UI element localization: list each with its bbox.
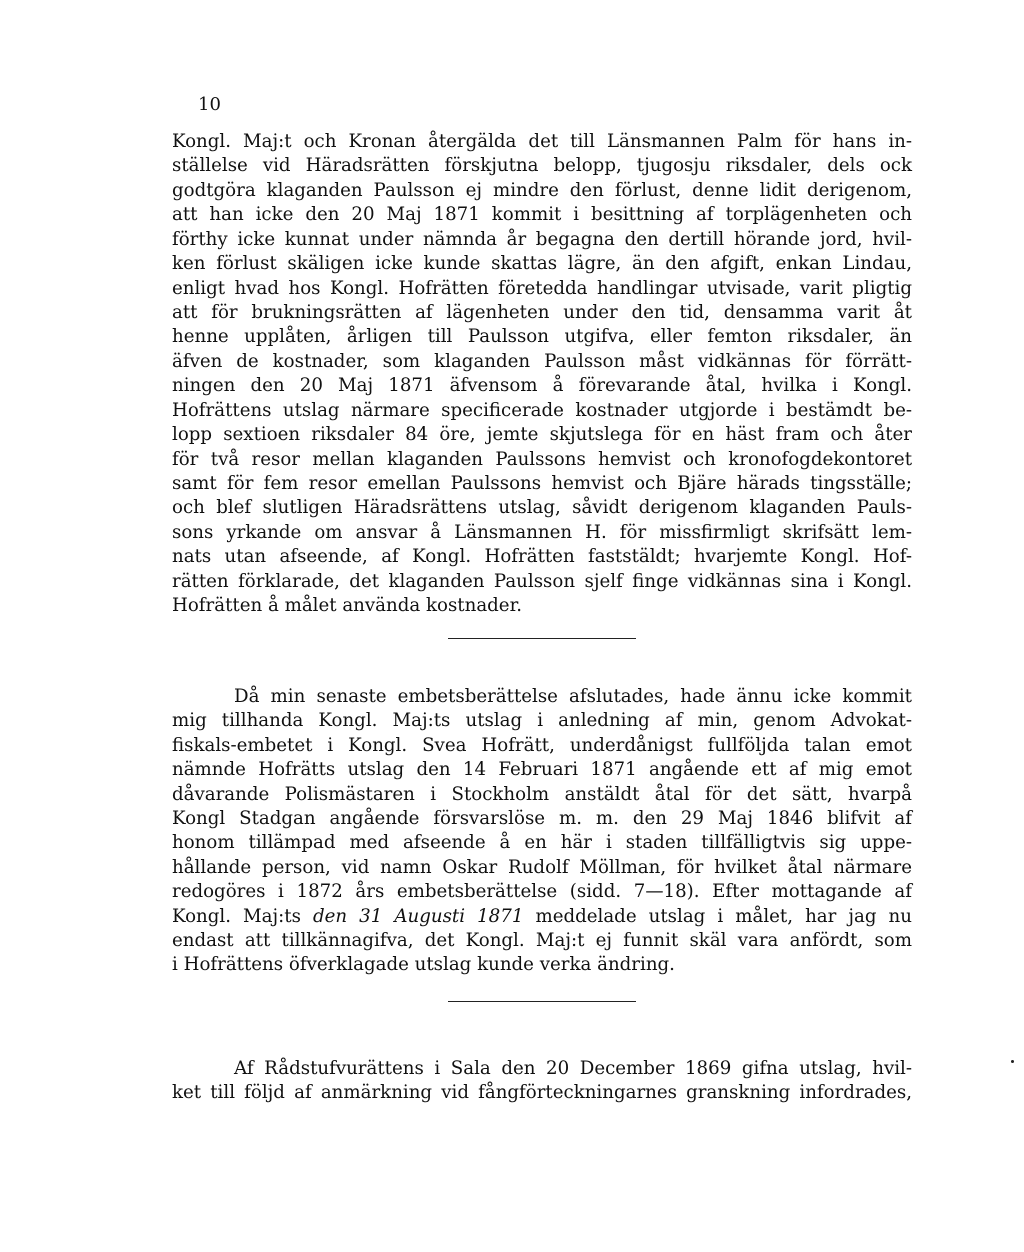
text-line: samt för fem resor emellan Paulssons hemvist och Bjäre härads tingsställe; bbox=[172, 473, 912, 494]
text-line: och blef slutligen Häradsrättens utslag, såvidt derigenom klaganden Pauls- bbox=[172, 497, 912, 518]
text-line: Kongl. Maj:t och Kronan återgälda det till Länsmannen Palm för hans in- bbox=[172, 131, 912, 152]
section-divider bbox=[448, 1001, 636, 1002]
text-line: ningen den 20 Maj 1871 äfvensom å förevarande åtal, hvilka i Kongl. bbox=[172, 375, 912, 396]
text-line: rätten förklarade, det klaganden Paulsson sjelf finge vidkännas sina i Kongl. bbox=[172, 571, 912, 592]
text-line: dåvarande Polismästaren i Stockholm anstäldt åtal för det sätt, hvarpå bbox=[172, 784, 912, 805]
text-line: i Hofrättens öfverklagade utslag kunde verka ändring. bbox=[172, 954, 675, 975]
text-line: enligt hvad hos Kongl. Hofrätten företedda handlingar utvisade, varit pligtig bbox=[172, 278, 912, 299]
text-line: mig tillhanda Kongl. Maj:ts utslag i anledning af min, genom Advokat- bbox=[172, 710, 912, 731]
text-line: Hofrätten å målet använda kostnader. bbox=[172, 595, 523, 616]
text-line: henne upplåten, årligen till Paulsson utgifva, eller femton riksdaler, än bbox=[172, 326, 912, 347]
text-line bbox=[172, 906, 912, 928]
text-line: Hofrättens utslag närmare specificerade kostnader utgjorde i bestämdt be- bbox=[172, 400, 912, 421]
text-line: nats utan afseende, af Kongl. Hofrätten faststäldt; hvarjemte Kongl. Hof- bbox=[172, 546, 912, 567]
text-line: att han icke den 20 Maj 1871 kommit i besittning af torplägenheten och bbox=[172, 204, 912, 225]
text-line: för två resor mellan klaganden Paulssons hemvist och kronofogdekontoret bbox=[172, 449, 912, 470]
text-line: endast att tillkännagifva, det Kongl. Maj:t ej funnit skäl vara anfördt, som bbox=[172, 930, 912, 951]
text-line: nämnde Hofrätts utslag den 14 Februari 1871 angående ett af mig emot bbox=[172, 759, 912, 780]
text-line: ställelse vid Häradsrätten förskjutna belopp, tjugosju riksdaler, dels ock bbox=[172, 155, 912, 176]
text-line: lopp sextioen riksdaler 84 öre, jemte skjutslega för en häst fram och åter bbox=[172, 424, 912, 445]
text-line: fiskals-embetet i Kongl. Svea Hofrätt, underdånigst fullföljda talan emot bbox=[172, 735, 912, 756]
text-line: redogöres i 1872 års embetsberättelse (sidd. 7—18). Efter mottagande af bbox=[172, 881, 912, 902]
text-line: sons yrkande om ansvar å Länsmannen H. för missfirmligt skrifsätt lem- bbox=[172, 522, 912, 543]
text-line: Af Rådstufvurättens i Sala den 20 December 1869 gifna utslag, hvil- bbox=[234, 1058, 912, 1079]
text-line: förthy icke kunnat under nämnda år begagna den dertill hörande jord, hvil- bbox=[172, 229, 912, 250]
text-run: meddelade utslag i målet, har jag nu bbox=[523, 906, 912, 927]
text-line: äfven de kostnader, som klaganden Paulsson måst vidkännas för förrätt- bbox=[172, 351, 912, 372]
text-line: hållande person, vid namn Oskar Rudolf Möllman, för hvilket åtal närmare bbox=[172, 857, 912, 878]
text-line: godtgöra klaganden Paulsson ej mindre den förlust, denne lidit derigenom, bbox=[172, 180, 912, 201]
text-line: Då min senaste embetsberättelse afslutades, hade ännu icke kommit bbox=[234, 686, 912, 707]
section-divider bbox=[448, 638, 636, 639]
text-line: att för brukningsrätten af lägenheten under den tid, densamma varit åt bbox=[172, 302, 912, 323]
date-italic: den 31 Augusti 1871 bbox=[313, 906, 524, 927]
text-line: ket till följd af anmärkning vid fångförteckningarnes granskning infordrades, bbox=[172, 1082, 912, 1103]
text-line: ken förlust skäligen icke kunde skattas lägre, än den afgift, enkan Lindau, bbox=[172, 253, 912, 274]
page-number: 10 bbox=[198, 94, 221, 115]
scan-speck bbox=[1011, 1060, 1014, 1063]
text-line: honom tillämpad med afseende å en här i staden tillfälligtvis sig uppe- bbox=[172, 832, 912, 853]
text-run: Kongl. Maj:ts bbox=[172, 906, 313, 927]
text-line: Kongl Stadgan angående försvarslöse m. m. den 29 Maj 1846 blifvit af bbox=[172, 808, 912, 829]
